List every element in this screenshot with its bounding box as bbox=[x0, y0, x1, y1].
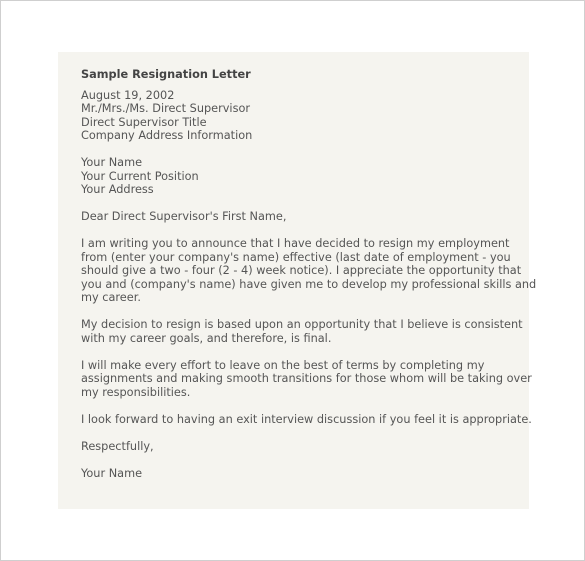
sender-block bbox=[81, 156, 521, 197]
recipient-name: Mr./Mrs./Ms. Direct Supervisor bbox=[81, 102, 251, 115]
letter-title: Sample Resignation Letter bbox=[81, 68, 251, 81]
salutation: Dear Direct Supervisor's First Name, bbox=[81, 210, 287, 223]
letter-content bbox=[81, 68, 537, 494]
body-paragraph-3: I will make every effort to leave on the best of terms by completing my assignments and making smooth transitions for those whom will be taking over my responsibilities. bbox=[81, 358, 532, 399]
header-block bbox=[81, 89, 521, 143]
recipient-title: Direct Supervisor Title bbox=[81, 115, 207, 129]
body-paragraph-2: My decision to resign is based upon an opportunity that I believe is consistent with my career goals, and therefore, is final. bbox=[81, 318, 523, 345]
body-paragraph-1: I am writing you to announce that I have decided to resign my employment from (enter your company's name) effective (last date of employment - you should give a two - four (2 - 4) week notice). I appreciate the opportunity that you and (company's name) have given me to develop my professional skills and my career. bbox=[81, 237, 537, 304]
sender-address: Your Address bbox=[81, 183, 154, 196]
recipient-address: Company Address Information bbox=[81, 129, 253, 142]
closing: Respectfully, bbox=[81, 439, 154, 453]
body-paragraph-4: I look forward to having an exit interview discussion if you feel it is appropriate. bbox=[81, 412, 532, 426]
sender-position: Your Current Position bbox=[81, 169, 199, 183]
signature: Your Name bbox=[81, 466, 143, 480]
sender-name: Your Name bbox=[81, 156, 143, 169]
letter-date: August 19, 2002 bbox=[81, 88, 175, 102]
letter-paper bbox=[58, 52, 537, 509]
